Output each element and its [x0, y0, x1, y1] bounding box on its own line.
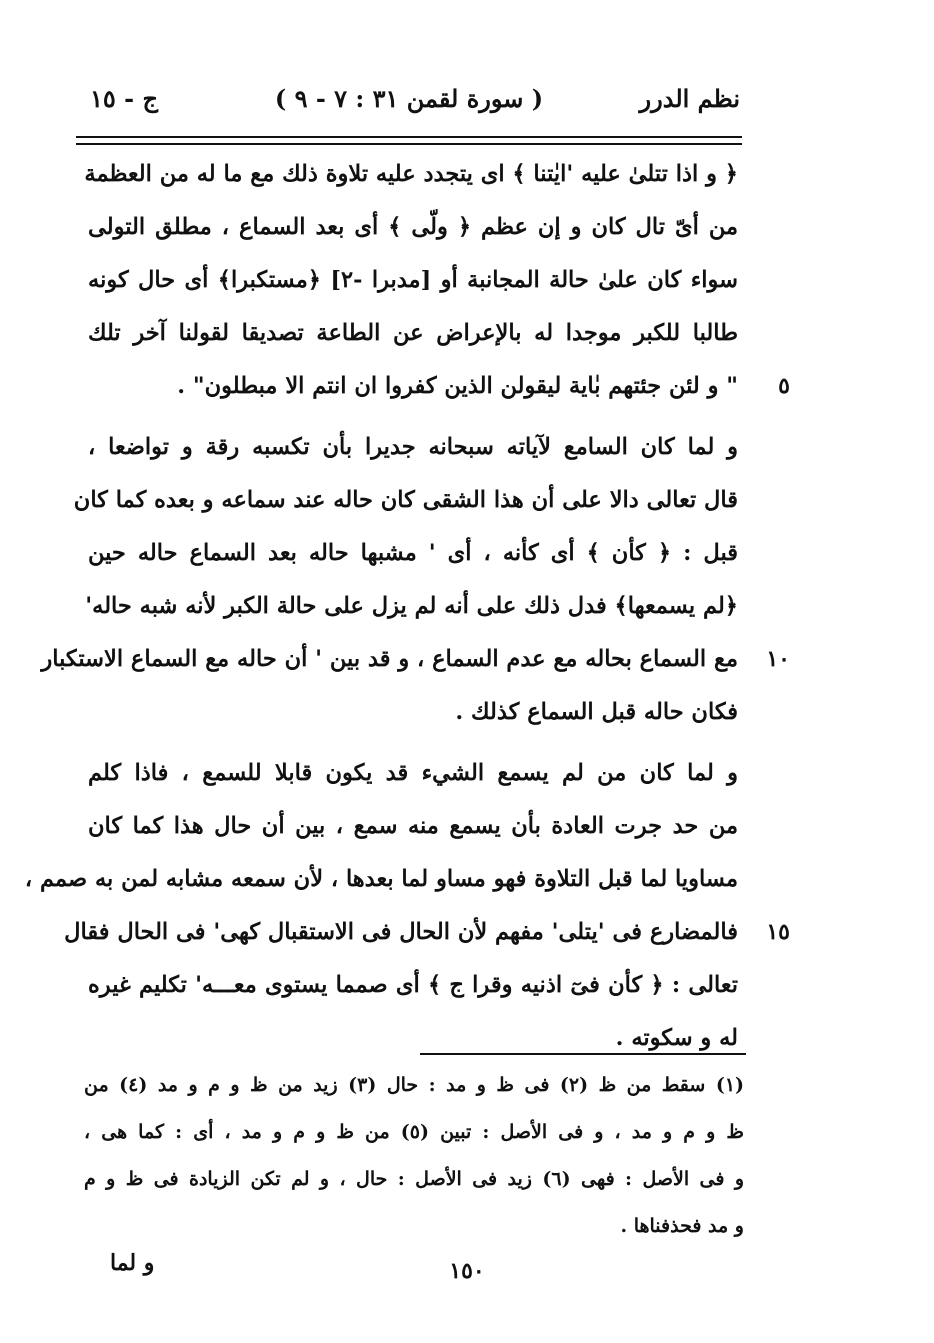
text-line: تعالى : ﴿ كأن فىٓ اذنيه وقرا ج ﴾ أى صمما يستوى معـــه' تكليم غيره	[88, 972, 738, 998]
text-line: و لما كان السامع لآياته سبحانه جديرا بأن تكسبه رقة و تواضعا ،	[88, 434, 738, 460]
footnote-rule	[420, 1053, 746, 1055]
main-text	[24, 148, 790, 1073]
header-rule-top	[76, 136, 742, 138]
text-line-content: " و لئن جئتهم بٰاية ليقولن الذين كفروا ان انتم الا مبطلون" .	[177, 373, 738, 399]
text-line: قبل : ﴿ كأن ﴾ أى كأنه ، أى ' مشبها حاله بعد السماع حاله حين	[88, 540, 738, 566]
text-line: مساويا لما قبل التلاوة فهو مساو لما بعدها ، لأن سمعه مشابه لمن به صمم ،	[24, 866, 738, 892]
footnote-line: (١) سقط من ظ (٢) فى ظ و مد : حال (٣) زيد من ظ و م و مد (٤) من	[84, 1074, 745, 1096]
book-title: نظم الدرر	[639, 84, 740, 113]
text-line-content: مع السماع بحاله مع عدم السماع ، و قد بين ' أن حاله مع السماع الاستكبار	[41, 646, 738, 672]
text-line-numbered	[41, 633, 790, 686]
running-header	[78, 84, 740, 128]
page-number: ١٥٠	[449, 1258, 485, 1284]
text-line: طالبا للكبر موجدا له بالإعراض عن الطاعة تصديقا لقولنا آخر تلك	[88, 320, 738, 346]
footnote-line: و مد فحذفناها .	[620, 1215, 744, 1237]
footnote-line: ظ و م و مد ، و فى الأصل : تبين (٥) من ظ و م و مد ، أى : كما هى ،	[84, 1121, 744, 1143]
paragraph-1	[84, 148, 790, 413]
text-line: فكان حاله قبل السماع كذلك .	[455, 699, 738, 725]
catchword: و لما	[110, 1250, 155, 1276]
paragraph-3	[24, 747, 790, 1065]
text-line: قال تعالى دالا على أن هذا الشقى كان حاله عند سماعه و بعده كما كان	[73, 487, 738, 513]
line-number: ٥	[778, 373, 790, 399]
text-line-numbered	[64, 906, 790, 959]
text-line: سواء كان علىٰ حالة المجانبة أو [مدبرا -٢] ﴿مستكبرا﴾ أى حال كونه	[88, 267, 739, 293]
text-line: من حد جرت العادة بأن يسمع منه سمع ، بين أن حال هذا كما كان	[88, 813, 738, 839]
volume-reference: ج - ١٥	[90, 84, 158, 113]
paragraph-2	[41, 421, 790, 739]
text-line: من أىّ تال كان و إن عظم ﴿ ولّى ﴾ أى بعد السماع ، مطلق التولى	[88, 214, 738, 240]
surah-reference: ( سورة لقمن ٣١ : ٧ - ٩ )	[274, 84, 544, 113]
text-line: ﴿لم يسمعها﴾ فدل ذلك على أنه لم يزل على حالة الكبر لأنه شبه حاله'	[85, 593, 738, 619]
text-line-numbered	[88, 360, 790, 413]
text-line: و لما كان من لم يسمع الشيء قد يكون قابلا للسمع ، فاذا كلم	[88, 760, 738, 786]
header-rule-bottom	[76, 143, 742, 145]
footnotes	[84, 1062, 744, 1250]
text-line-content: فالمضارع فى 'يتلى' مفهم لأن الحال فى الاستقبال كهى' فى الحال فقال	[64, 919, 738, 945]
line-number: ١٠	[766, 646, 790, 672]
text-line: له و سكوته .	[615, 1025, 738, 1051]
footnote-line: و فى الأصل : فهى (٦) زيد فى الأصل : حال ، و لم تكن الزيادة فى ظ و م	[84, 1168, 744, 1190]
text-line: ﴿ و اذا تتلىٰ عليه 'ايٰتنا ﴾ اى يتجدد عليه تلاوة ذلك مع ما له من العظمة	[84, 161, 738, 187]
line-number: ١٥	[766, 919, 790, 945]
